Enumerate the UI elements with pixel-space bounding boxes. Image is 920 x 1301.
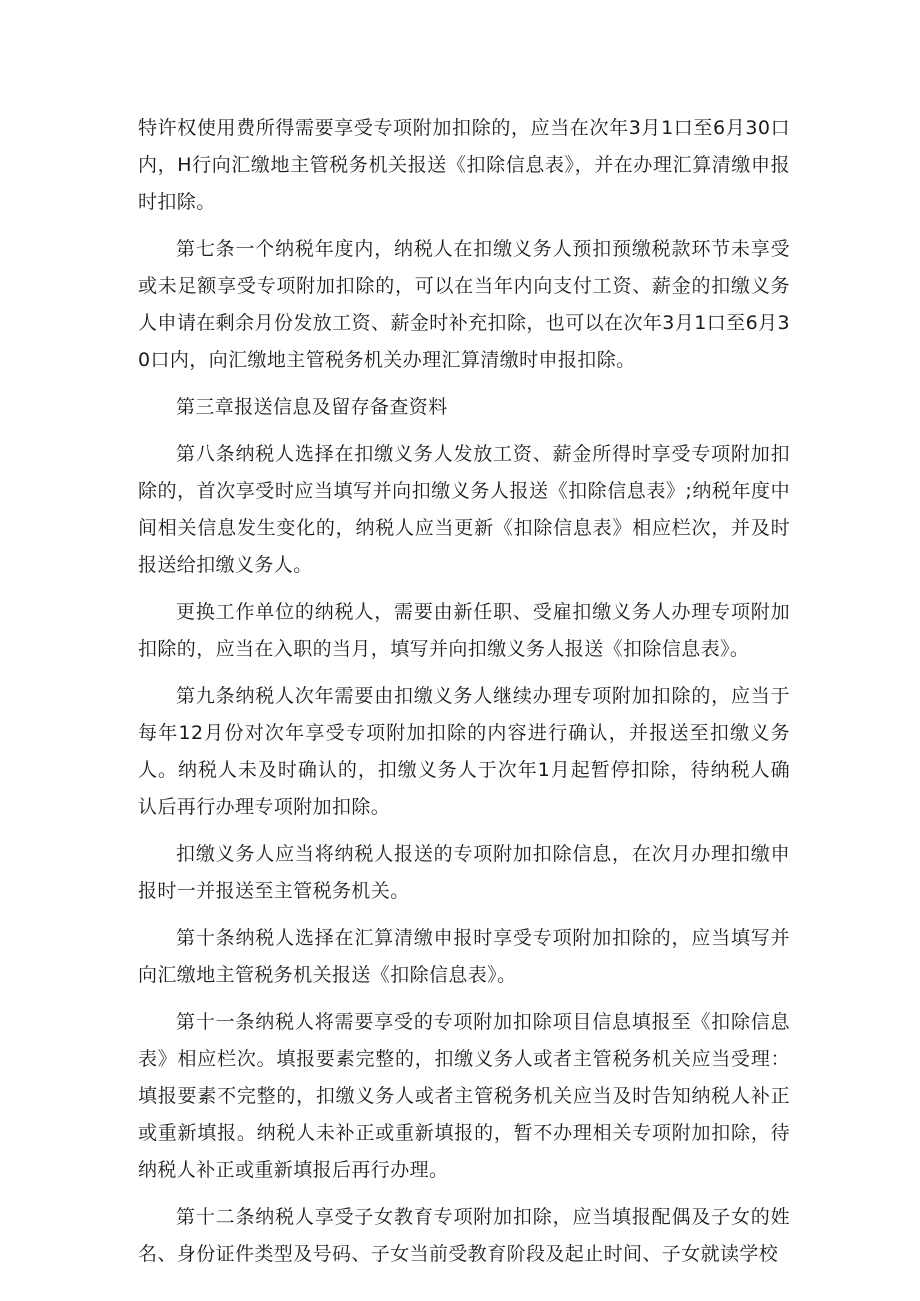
paragraph-article-12: 第十二条纳税人享受子女教育专项附加扣除，应当填报配偶及子女的姓名、身份证件类型及号码、子女当前受教育阶段及起止时间、子女就读学校: [138, 1206, 790, 1265]
paragraph-article-7: 第七条一个纳税年度内，纳税人在扣缴义务人预扣预缴税款环节未享受或未足额享受专项附加扣除的，可以在当年内向支付工资、薪金的扣缴义务人申请在剩余月份发放工资、薪金时补充扣除，也可以在次年3月1口至6月30口内，向汇缴地主管税务机关办理汇算清缴时申报扣除。: [138, 238, 790, 371]
document-page: [138, 110, 790, 1283]
chapter-heading: 第三章报送信息及留存备查资料: [176, 396, 448, 418]
paragraph-withholding-agent: 扣缴义务人应当将纳税人报送的专项附加扣除信息，在次月办理扣缴申报时一并报送至主管税务机关。: [138, 843, 790, 902]
paragraph-article-8: 第八条纳税人选择在扣缴义务人发放工资、薪金所得时享受专项附加扣除的，首次享受时应当填写并向扣缴义务人报送《扣除信息表》;纳税年度中间相关信息发生变化的，纳税人应当更新《扣除信息表》相应栏次，并及时报送给扣缴义务人。: [138, 443, 790, 576]
paragraph-article-9: 第九条纳税人次年需要由扣缴义务人继续办理专项附加扣除的，应当于每年12月份对次年享受专项附加扣除的内容进行确认，并报送至扣缴义务人。纳税人未及时确认的，扣缴义务人于次年1月起暂停扣除，待纳税人确认后再行办理专项附加扣除。: [138, 685, 790, 818]
paragraph-article-10: 第十条纳税人选择在汇算清缴申报时享受专项附加扣除的，应当填写并向汇缴地主管税务机关报送《扣除信息表》。: [138, 927, 790, 986]
paragraph-continuation: 特许权使用费所得需要享受专项附加扣除的，应当在次年3月1口至6月30口内，H行向汇缴地主管税务机关报送《扣除信息表》，并在办理汇算清缴申报时扣除。: [138, 117, 790, 213]
paragraph-job-change: 更换工作单位的纳税人，需要由新任职、受雇扣缴义务人办理专项附加扣除的，应当在入职的当月，填写并向扣缴义务人报送《扣除信息表》。: [138, 601, 790, 660]
paragraph-article-11: 第十一条纳税人将需要享受的专项附加扣除项目信息填报至《扣除信息表》相应栏次。填报要素完整的，扣缴义务人或者主管税务机关应当受理：填报要素不完整的，扣缴义务人或者主管税务机关应当及时告知纳税人补正或重新填报。纳税人未补正或重新填报的，暂不办理相关专项附加扣除，待纳税人补正或重新填报后再行办理。: [138, 1011, 790, 1181]
